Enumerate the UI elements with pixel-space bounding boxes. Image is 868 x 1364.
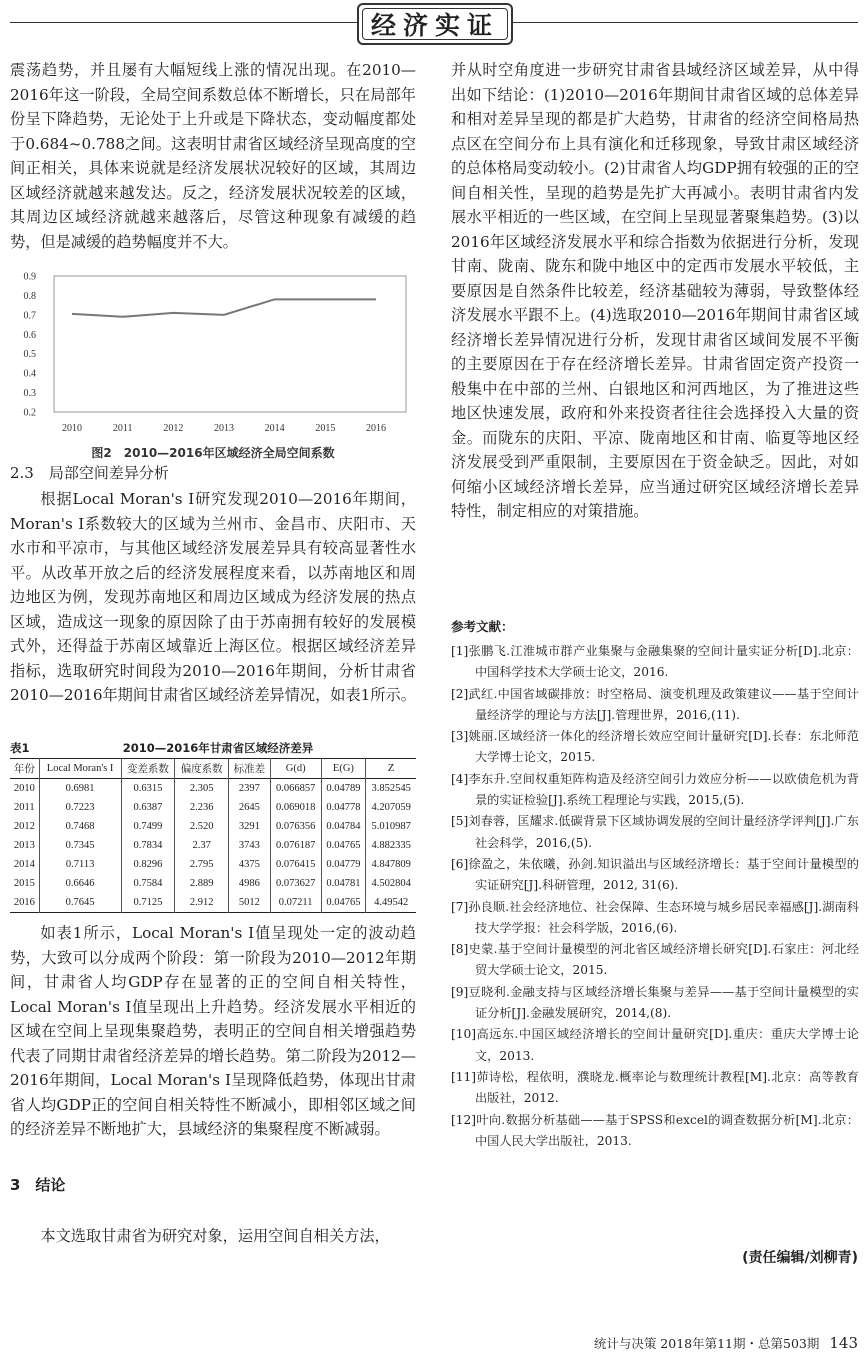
- y-tick-label: 0.2: [23, 407, 36, 419]
- table-cell: 0.076415: [270, 855, 321, 874]
- table-cell: 2010: [10, 779, 39, 799]
- table-cell: 0.04781: [321, 874, 366, 893]
- left-paragraph-1: 震荡趋势，并且屡有大幅短线上涨的情况出现。在2010—2016年这一阶段，全局空间系数总体不断增长，只在局部年份呈下降趋势，无论处于上升或是下降状态，变动幅度都处于0.684~0.788之间。这表明甘肃省区域经济呈现高度的空间正相关，具体来说就是经济发展状况较好的区域，其周边区域经济就越来越发达。反之，经济发展状况较差的区域，其周边区域经济就越来越落后，尽管这种现象有减缓的趋势，但是减缓的趋势幅度并不大。: [10, 61, 416, 251]
- reference-item: [8]史蒙.基于空间计量模型的河北省区域经济增长研究[D].石家庄：河北经贸大学硕士论文，2015.: [451, 942, 859, 978]
- table-cell: 0.6981: [39, 779, 121, 799]
- right-paragraph-1: 并从时空角度进一步研究甘肃省县域经济区域差异，从中得出如下结论：(1)2010—2016年期间甘肃省区域的总体差异和相对差异呈现的都是扩大趋势，甘肃省的经济空间格局热点区在空间分布上具有演化和迁移现象，导致甘肃区域经济的总体格局变动较小。(2)甘肃省人均GDP拥有较强的正的空间自相关性，呈现的趋势是先扩大再减小。表明甘肃省内发展水平相近的一些区域，在空间上呈现显著聚集趋势。(3)以2016年区域经济发展水平和综合指数为依据进行分析，发现甘南、陇南、陇东和陇中地区中的定西市发展水平较低，主要原因是自然条件比较差，经济基础较为薄弱，导致整体经济发展水平跟不上。(4)选取2010—2016年期间甘肃省区域经济增长差异情况进行分析，发现甘肃省区域间发展不平衡的主要原因在于存在经济增长差异。甘肃省固定资产投资一般集中在中部的兰州、白银地区和河西地区，为了推进这些地区快速发展，政府和外来投资者往往会选择投入大量的资金。而陇东的庆阳、平凉、陇南地区和甘南、临夏等地区经济发展受到严重限制，主要原因在于资金缺乏。因此，对如何缩小区域经济增长差异，应当通过研究区域经济增长差异特性，制定相应的对策措施。: [451, 61, 859, 520]
- reference-item: [9]豆晓利.金融支持与区域经济增长集聚与差异——基于空间计量模型的实证分析[J].金融发展研究，2014,(8).: [451, 984, 859, 1021]
- table-cell: 4.847809: [366, 855, 416, 874]
- reference-item: [5]刘春蓉，匡耀求.低碳背景下区域协调发展的空间计量经济学评判[J].广东社会科学，2016,(5).: [451, 814, 859, 850]
- table-cell: 2.305: [175, 779, 229, 799]
- table-row: [10, 798, 416, 817]
- table-cell: 0.7468: [39, 817, 121, 836]
- journal-info: 统计与决策 2018年第11期・总第503期: [593, 1336, 820, 1351]
- right-column: [451, 58, 859, 524]
- section-header-box: [357, 3, 513, 45]
- table-cell: 0.7113: [39, 855, 121, 874]
- table-cell: 0.7645: [39, 893, 121, 913]
- table-cell: 2.236: [175, 798, 229, 817]
- table-cell: 3743: [229, 836, 271, 855]
- section-2-3-heading: 2.3 局部空间差异分析: [10, 464, 169, 482]
- reference-item: [6]徐盈之，朱依曦，孙剑.知识溢出与区域经济增长：基于空间计量模型的实证研究[J].科研管理，2012, 31(6).: [451, 856, 859, 893]
- table-cell: 4.502804: [366, 874, 416, 893]
- page-footer: [594, 1334, 858, 1352]
- table-cell: 4986: [229, 874, 271, 893]
- table-cell: 3291: [229, 817, 271, 836]
- section-3-heading: 3 结论: [10, 1176, 66, 1194]
- table-cell: 0.7125: [121, 893, 175, 913]
- table-cell: 2.37: [175, 836, 229, 855]
- table-caption: [10, 740, 416, 756]
- table-cell: 0.073627: [270, 874, 321, 893]
- table-cell: 0.076356: [270, 817, 321, 836]
- references-list: [451, 641, 859, 1152]
- table-cell: 0.6315: [121, 779, 175, 799]
- table-cell: 2011: [10, 798, 39, 817]
- table-cell: 3.852545: [366, 779, 416, 799]
- table-cell: 0.04765: [321, 893, 366, 913]
- reference-item: [3]姚丽.区域经济一体化的经济增长效应空间计量研究[D].长春：东北师范大学博士论文，2015.: [451, 729, 859, 765]
- left-column: [10, 58, 416, 254]
- table-cell: 0.076187: [270, 836, 321, 855]
- table-row: [10, 855, 416, 874]
- figure-2-line-chart: [10, 262, 416, 462]
- table-row: [10, 893, 416, 913]
- table-cell: 2.889: [175, 874, 229, 893]
- x-tick-label: 2013: [214, 423, 234, 434]
- reference-item: [10]高远东.中国区域经济增长的空间计量研究[D].重庆：重庆大学博士论文，2013.: [451, 1027, 859, 1063]
- left-paragraph-2: 根据Local Moran's I研究发现2010—2016年期间，Moran's I系数较大的区域为兰州市、金昌市、庆阳市、天水市和平凉市，与其他区域经济发展差异具有较高显著性水平。从改革开放之后的经济发展程度来看，以苏南地区和周边地区为例，发现苏南地区和周边区域成为经济发展的热点区域，造成这一现象的原因除了由于苏南拥有较好的发展模式外，还得益于苏南区域靠近上海区位。根据区域经济差异指标，选取研究时间段为2010—2016年期间，分析甘肃省2010—2016年期间甘肃省区域经济差异情况，如表1所示。: [10, 490, 416, 704]
- table-cell: 0.8296: [121, 855, 175, 874]
- table-cell: 0.066857: [270, 779, 321, 799]
- x-tick-label: 2010: [62, 423, 82, 434]
- x-tick-label: 2014: [264, 423, 285, 434]
- table-cell: 0.6387: [121, 798, 175, 817]
- table-cell: 0.04778: [321, 798, 366, 817]
- table-header-cell: 变差系数: [121, 759, 175, 779]
- table-cell: 4375: [229, 855, 271, 874]
- y-tick-label: 0.6: [23, 329, 36, 341]
- editor-credit: (责任编辑/刘柳青): [742, 1250, 858, 1266]
- table-cell: 2645: [229, 798, 271, 817]
- x-tick-label: 2012: [163, 423, 184, 434]
- header-inner-frame: [362, 8, 508, 40]
- table-row: [10, 779, 416, 799]
- reference-item: [11]茆诗松，程依明，濮晓龙.概率论与数理统计教程[M].北京：高等教育出版社，2012.: [451, 1069, 859, 1106]
- table-cell: 0.07211: [270, 893, 321, 913]
- table-cell: 0.069018: [270, 798, 321, 817]
- table-cell: 0.7499: [121, 817, 175, 836]
- table-row: [10, 836, 416, 855]
- left-paragraph-4: 本文选取甘肃省为研究对象，运用空间自相关方法，: [40, 1227, 390, 1245]
- table-header-cell: Z: [366, 759, 416, 779]
- table-title: 2010—2016年甘肃省区域经济差异: [122, 741, 314, 755]
- table-cell: 2015: [10, 874, 39, 893]
- plot-frame: [54, 276, 406, 412]
- section-header-title: 经济实证: [370, 11, 499, 40]
- table-header-cell: G(d): [270, 759, 321, 779]
- table-cell: 0.6646: [39, 874, 121, 893]
- table-cell: 2013: [10, 836, 39, 855]
- table-header-cell: 年份: [10, 759, 39, 779]
- table-header-cell: E(G): [321, 759, 366, 779]
- left-column-mid: [10, 487, 416, 708]
- y-tick-label: 0.9: [23, 271, 36, 283]
- table-cell: 0.04765: [321, 836, 366, 855]
- reference-item: [1]张鹏飞.江淮城市群产业集聚与金融集聚的空间计量实证分析[D].北京：中国科学技术大学硕士论文，2016.: [451, 644, 859, 680]
- table-cell: 2012: [10, 817, 39, 836]
- page-number: 143: [829, 1334, 858, 1352]
- table-cell: 0.04779: [321, 855, 366, 874]
- reference-item: [7]孙良顺.社会经济地位、社会保障、生态环境与城乡居民幸福感[J].湖南科技大学学报：社会科学版，2016,(6).: [451, 899, 859, 935]
- table-cell: 0.7345: [39, 836, 121, 855]
- table-cell: 2014: [10, 855, 39, 874]
- table-cell: 5.010987: [366, 817, 416, 836]
- x-tick-label: 2016: [366, 423, 386, 434]
- table-number: 表1: [10, 741, 30, 755]
- x-tick-label: 2011: [112, 423, 133, 434]
- x-tick-label: 2015: [315, 423, 336, 434]
- table-cell: 2.795: [175, 855, 229, 874]
- table-cell: 0.04784: [321, 817, 366, 836]
- table-cell: 0.7223: [39, 798, 121, 817]
- left-paragraph-3: 如表1所示，Local Moran's I值呈现处一定的波动趋势，大致可以分成两个阶段：第一阶段为2010—2012年期间，甘肃省人均GDP存在显著的正的空间自相关特性，Local Moran's I值呈现出上升趋势。经济发展水平相近的区域在空间上呈现集聚趋势，表明正的空间自相关增强趋势代表了同期甘肃省经济差异的增长趋势。第二阶段为2012—2016年期间，Local Moran's I呈现降低趋势，体现出甘肃省人均GDP正的空间自相关特性不断减小，即相邻区域之间的经济差异不断地扩大，县域经济的集聚程度不断减弱。: [10, 924, 416, 1138]
- figure-caption: 图2 2010—2016年区域经济全局空间系数: [91, 446, 335, 460]
- table-cell: 0.04789: [321, 779, 366, 799]
- table-cell: 0.7584: [121, 874, 175, 893]
- references-title: 参考文献：: [451, 619, 514, 634]
- table-header-cell: Local Moran's I: [39, 759, 121, 779]
- table-cell: 4.207059: [366, 798, 416, 817]
- table-cell: 2016: [10, 893, 39, 913]
- y-tick-label: 0.7: [23, 310, 36, 322]
- table-row: [10, 817, 416, 836]
- reference-item: [12]叶向.数据分析基础——基于SPSS和excel的调查数据分析[M].北京：中国人民大学出版社，2013.: [451, 1112, 859, 1148]
- table-cell: 2.912: [175, 893, 229, 913]
- table-cell: 4.49542: [366, 893, 416, 913]
- left-column-bottom: [10, 1224, 416, 1249]
- table-cell: 2.520: [175, 817, 229, 836]
- table-cell: 4.882335: [366, 836, 416, 855]
- y-tick-label: 0.3: [23, 388, 36, 400]
- table-cell: 2397: [229, 779, 271, 799]
- series-line: [72, 299, 376, 316]
- left-column-lower: [10, 921, 416, 1142]
- table-cell: 5012: [229, 893, 271, 913]
- economic-difference-table: [10, 758, 416, 913]
- table-header-cell: 标准差: [229, 759, 271, 779]
- y-tick-label: 0.5: [23, 349, 36, 361]
- table-row: [10, 874, 416, 893]
- table-header-cell: 偏度系数: [175, 759, 229, 779]
- y-tick-label: 0.8: [23, 290, 36, 302]
- reference-item: [4]李东升.空间权重矩阵构造及经济空间引力效应分析——以欧债危机为背景的实证检验[J].系统工程理论与实践，2015,(5).: [451, 771, 859, 808]
- table-header-row: [10, 759, 416, 779]
- reference-item: [2]武红.中国省域碳排放：时空格局、演变机理及政策建议——基于空间计量经济学的理论与方法[J].管理世界，2016,(11).: [451, 686, 859, 722]
- y-tick-label: 0.4: [23, 368, 36, 380]
- table-cell: 0.7834: [121, 836, 175, 855]
